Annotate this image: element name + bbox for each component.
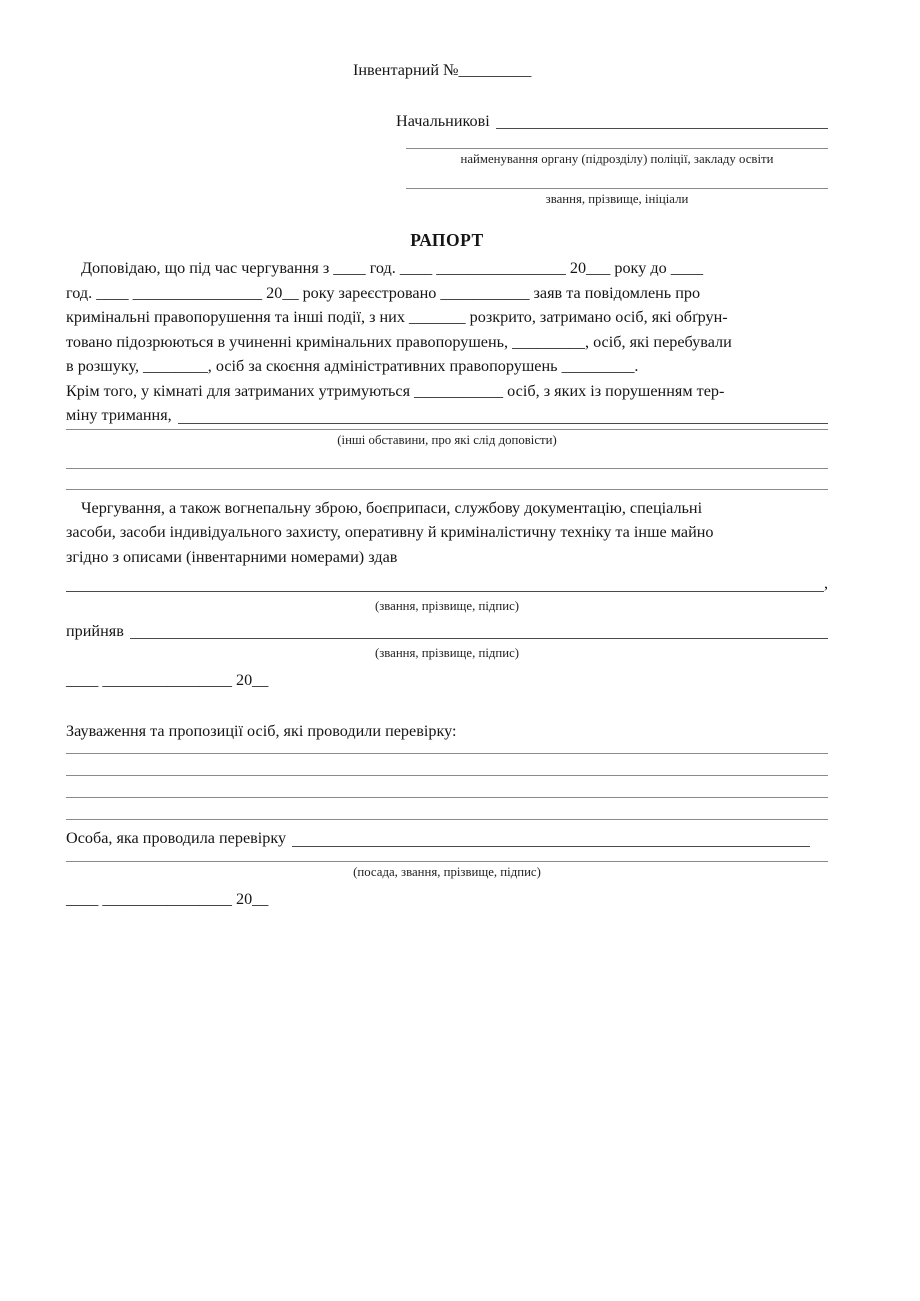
inspector-signature-blank-line: [66, 851, 828, 862]
rank-surname-blank-line: [406, 167, 828, 189]
blank-line: [66, 448, 828, 469]
remarks-blank-line: [66, 798, 828, 820]
remarks-blank-line: [66, 776, 828, 798]
addressee-block: [396, 109, 828, 208]
received-label: прийняв: [66, 621, 124, 640]
addressee-label: Начальникові: [396, 111, 490, 130]
handover-signature-blank-line: [66, 571, 824, 592]
report-text-line: кримінальні правопорушення та інші події, з них _______ розкрито, затримано осіб, які обґрун-: [66, 308, 728, 326]
inspector-line: [66, 826, 828, 851]
inspector-signature-caption: (посада, звання, прізвище, підпис): [353, 864, 541, 879]
remarks-blank-line: [66, 754, 828, 776]
addressee-line: [396, 109, 828, 134]
inspection-date-line: ____ ________________ 20__: [66, 889, 269, 908]
blank-line: [66, 469, 828, 490]
report-text-line: Крім того, у кімнаті для затриманих утримуються ___________ осіб, з яких із порушенням тер-: [66, 381, 725, 400]
inspector-label: Особа, яка проводила перевірку: [66, 829, 287, 847]
org-name-blank-line: [406, 133, 828, 149]
handover-paragraph: [66, 496, 828, 570]
addressee-blank-line: [496, 109, 828, 130]
inventory-number-line: Інвентарний №_________: [353, 61, 532, 79]
handover-text-line: згідно з описами (інвентарними номерами) здав: [66, 547, 398, 566]
report-title: РАПОРТ: [410, 230, 484, 250]
handover-text-line: Чергування, а також вогнепальну зброю, боєприпаси, службову документацію, спеціальні: [81, 498, 703, 517]
received-signature-blank-line: [130, 619, 828, 640]
detention-term-line: [66, 403, 828, 428]
handover-signature-caption: (звання, прізвище, підпис): [374, 598, 520, 613]
received-line: [66, 619, 828, 644]
report-text-line: товано підозрюються в учиненні кримінальних правопорушень, _________, осіб, які перебували: [66, 332, 732, 351]
detention-term-label: міну тримання,: [66, 406, 172, 424]
duty-report-paragraph: [66, 256, 828, 428]
handover-date-line: ____ ________________ 20__: [66, 671, 269, 689]
handover-text-line: засоби, засоби індивідуального захисту, оперативну й криміналістичну техніку та інше майно: [66, 523, 714, 541]
addressee-details: [406, 133, 828, 207]
inspector-blank-line: [292, 826, 810, 847]
detention-term-blank-line: [178, 403, 828, 424]
remarks-heading: Зауваження та пропозиції осіб, які проводили перевірку:: [66, 721, 457, 740]
rank-surname-caption: звання, прізвище, ініціали: [545, 192, 689, 206]
report-text-line: год. ____ ________________ 20__ року зареєстровано ___________ заяв та повідомлень про: [66, 283, 701, 302]
org-name-caption: найменування органу (підрозділу) поліції, закладу освіти: [460, 152, 774, 166]
report-text-line: в розшуку, ________, осіб за скоєння адміністративних правопорушень _________.: [66, 357, 639, 375]
handover-comma: ,: [823, 574, 828, 592]
handover-signature-line: [66, 571, 828, 596]
report-text-line: Доповідаю, що під час чергування з ____ год. ____ ________________ 20___ року до ____: [81, 259, 704, 277]
other-circumstances-caption: (інші обставини, про які слід доповісти): [337, 432, 557, 447]
remarks-blank-line: [66, 743, 828, 754]
received-signature-caption: (звання, прізвище, підпис): [374, 646, 520, 660]
